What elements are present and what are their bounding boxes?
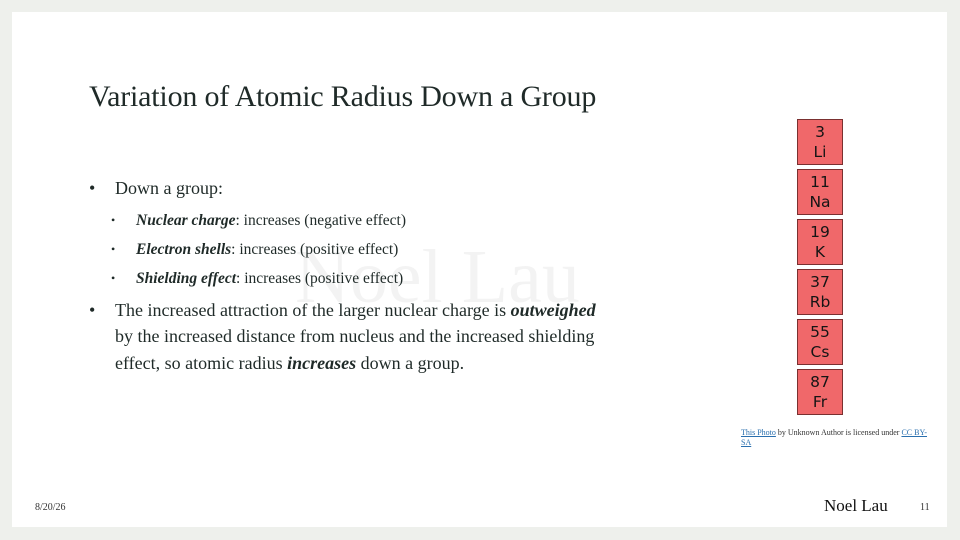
element-symbol: Na bbox=[809, 193, 831, 211]
this-photo-link[interactable]: This Photo bbox=[741, 428, 776, 437]
bullet-text: Down a group: bbox=[115, 178, 223, 198]
sub-bullet-term: Nuclear charge bbox=[136, 211, 236, 229]
bullet-marker: • bbox=[89, 299, 96, 320]
element-tile-francium bbox=[797, 369, 843, 415]
photo-credit bbox=[741, 428, 931, 448]
footer-author: Noel Lau bbox=[824, 496, 888, 515]
element-tile-caesium bbox=[797, 319, 843, 365]
explanation-part-2: by the increased distance from nucleus and the increased shielding effect, so atomic radius bbox=[115, 326, 595, 373]
element-symbol: Rb bbox=[809, 293, 831, 311]
explanation-part-1: The increased attraction of the larger nuclear charge is bbox=[115, 299, 511, 320]
sub-bullet-nuclear-charge bbox=[89, 206, 609, 235]
element-symbol: Li bbox=[813, 143, 827, 161]
bullet-explanation bbox=[89, 297, 609, 377]
footer-date: 8/20/26 bbox=[35, 502, 66, 513]
sub-bullet-text: : increases (negative effect) bbox=[235, 211, 406, 229]
element-symbol: Cs bbox=[810, 343, 830, 361]
bullet-marker: • bbox=[89, 178, 96, 198]
group-1-element-column bbox=[797, 119, 843, 419]
atomic-number: 87 bbox=[810, 373, 830, 391]
bullet-down-a-group bbox=[89, 175, 609, 202]
credit-text: by Unknown Author is licensed under bbox=[775, 428, 902, 437]
element-tile-rubidium bbox=[797, 269, 843, 315]
sub-bullet-term: Shielding effect bbox=[136, 269, 237, 287]
atomic-number: 3 bbox=[815, 123, 825, 141]
sub-bullet-marker: • bbox=[111, 212, 116, 227]
sub-bullet-shielding-effect bbox=[89, 264, 609, 293]
slide-content bbox=[89, 175, 609, 376]
explanation-part-3: down a group. bbox=[356, 352, 465, 373]
sub-bullet-electron-shells bbox=[89, 235, 609, 264]
atomic-number: 11 bbox=[810, 173, 830, 191]
element-symbol: Fr bbox=[812, 393, 828, 411]
license-link[interactable]: CC BY-SA bbox=[741, 428, 928, 447]
sub-bullet-text: : increases (positive effect) bbox=[231, 240, 399, 258]
element-tile-potassium bbox=[797, 219, 843, 265]
element-tile-lithium bbox=[797, 119, 843, 165]
atomic-number: 55 bbox=[810, 323, 830, 341]
atomic-number: 19 bbox=[810, 223, 830, 241]
slide bbox=[12, 12, 947, 527]
sub-bullet-term: Electron shells bbox=[136, 240, 232, 258]
sub-bullet-text: : increases (positive effect) bbox=[236, 269, 404, 287]
slide-number: 11 bbox=[920, 502, 930, 513]
element-symbol: K bbox=[814, 243, 826, 261]
explanation-emphasis-outweighed: outweighed bbox=[510, 299, 596, 320]
sub-bullet-marker: • bbox=[111, 241, 116, 256]
sub-bullet-marker: • bbox=[111, 270, 116, 285]
explanation-emphasis-increases: increases bbox=[287, 352, 357, 373]
element-tile-sodium bbox=[797, 169, 843, 215]
atomic-number: 37 bbox=[810, 273, 830, 291]
slide-title: Variation of Atomic Radius Down a Group bbox=[89, 80, 597, 113]
